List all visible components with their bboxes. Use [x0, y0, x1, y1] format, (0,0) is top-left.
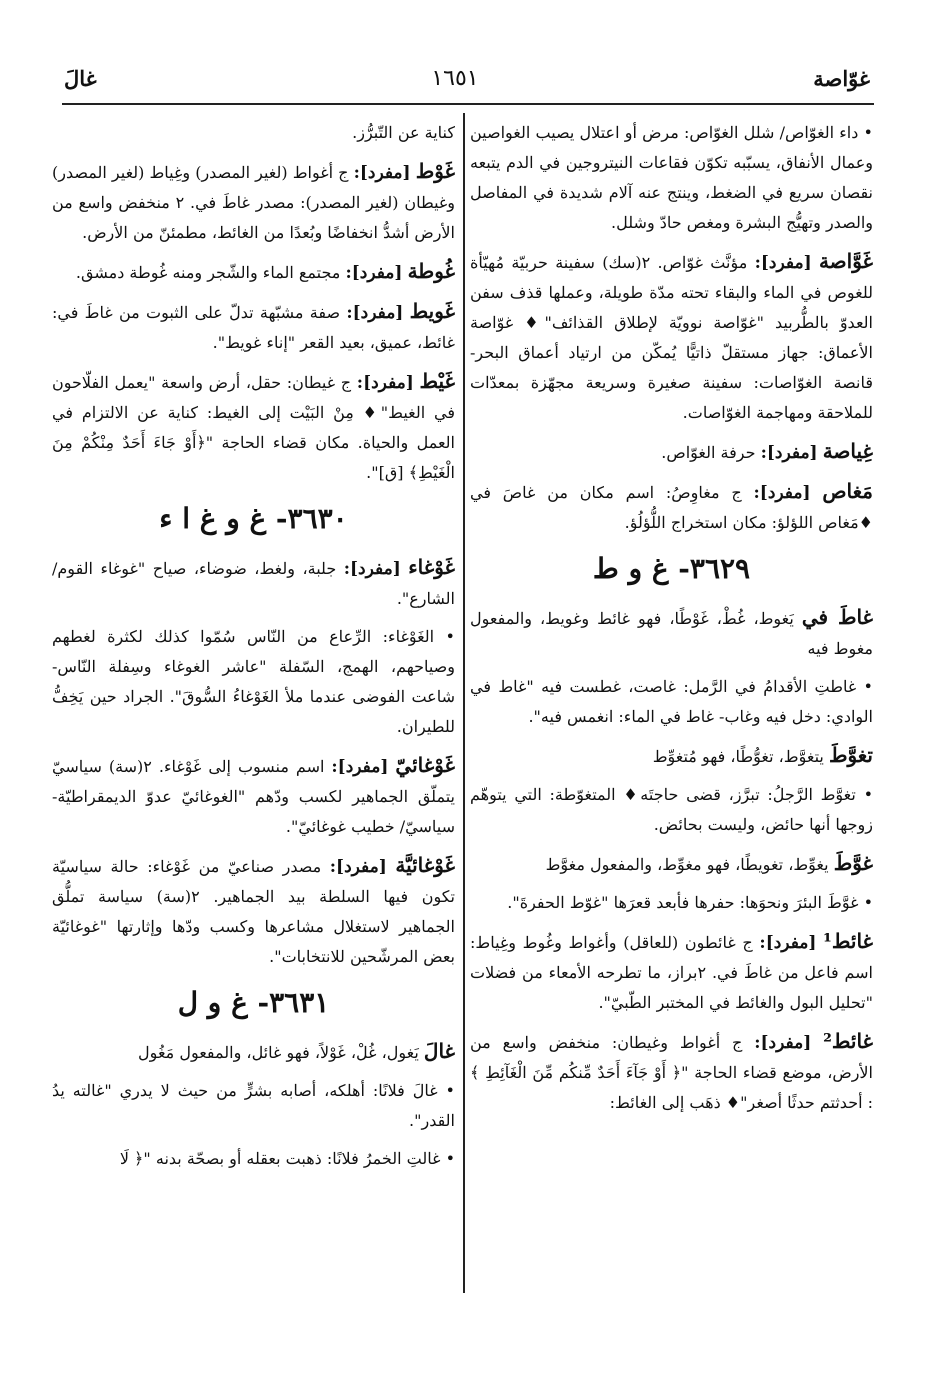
sub-sense: • غاطتِ الأقدامُ في الرَّمل: غاصت، غطست فيه "غاط في الوادي: دخل فيه وغاب- غاط في الماء: انغمس فيه". — [470, 677, 873, 726]
definition: مصدر صناعيّ من غَوْغاء: حالة سياسيّة تكون فيها السلطة بيد الجماهير. ٢(سة) سياسة تملُّق الجماهير لاستغلال مشاعرها وكسب ودّها وإثارتها "غوغائيّة بعض المرشّحين للانتخابات". — [52, 857, 456, 966]
definition: حرفة الغوّاص. — [661, 443, 756, 462]
sub-sense: • غالَ فلانًا: أهلكه، أصابه بشرٍّ من حيث لا يدري "غالته يدُ القدر". — [52, 1081, 455, 1130]
pos-tag: [مفرد]: — [754, 1033, 812, 1053]
definition: ج غائطون (للعاقل) وأغواط وغُوط وغِياط: اسم فاعل من غاطَ في. ٢براز، ما تطرحه الأمعاء من فضلات "تحليل البول والغائط في المختبر الطّبيّ". — [470, 933, 873, 1012]
entry-ghawwasa — [470, 246, 873, 428]
pos-tag: [مفرد]: — [331, 757, 389, 777]
pos-tag: [مفرد]: — [759, 933, 817, 953]
definition: مؤنَّث غوّاص. ٢(سك) سفينة حربيّة مُهيّأة للغوص في الماء والبقاء تحته مدّة طويلة، وعملها قذف سفن العدوّ بالطُّربيد "غوّاصة نوويّة لإطلاق القذائف"♦ غوّاصة الأعماق: جهاز مستقلّ ذاتيًّا يُمكّن من ارتياد أعماق البحر- قانصة الغوّاصات: سفينة صغيرة وسريعة مجهّزة بمعدّات للملاحقة ومهاجمة الغوّاصات. — [470, 253, 873, 422]
headword: غَوْغائيّ — [395, 753, 456, 777]
definition: يتغوَّط، تغوُّطًا، فهو مُتغوِّط — [652, 747, 824, 766]
definition: يَغول، غُلْ، غَوْلاً، فهو غائل، والمفعول مَغُول — [138, 1043, 419, 1062]
headword: غوَّطَ — [833, 851, 873, 875]
entry-ghawit — [52, 296, 455, 358]
page-number: ١٦٥١ — [431, 65, 479, 91]
left-column — [52, 118, 455, 1182]
headword: تغوَّطَ — [828, 743, 873, 767]
headword: غَوْغائيَّة — [395, 853, 456, 877]
headword: غائط¹ — [823, 929, 874, 953]
root-section-title: ٣٦٢٩- غ و ط — [592, 552, 751, 585]
entry-taghawwata — [470, 740, 873, 772]
entry-ghiyasa — [470, 436, 873, 468]
definition: ج أغواط (لغير المصدر) وغِياط (لغير المصدر) وغيطان (لغير المصدر): مصدر غاطَ في. ٢ منخفض واسع من الأرض أشدُّ انخفاضًا وبُعدًا من الغائط، مطمئنّ من الأرض. — [52, 163, 456, 242]
definition: يَغوط، غُطْ، غَوْطًا، فهو غائط وغويط، والمفعول مغوط فيه — [470, 609, 873, 658]
definition: اسم منسوب إلى غَوْغاء. ٢(سة) سياسيّ يتملّق الجماهير لكسب ودّهم "الغوغائيّ عدوّ الديمقراطيّة- سياسيّ/ خطيب غوغائيّ". — [52, 757, 455, 836]
entry-maghas — [470, 476, 873, 538]
header-first-word: غوّاصة — [813, 65, 870, 91]
pos-tag: [مفرد]: — [353, 163, 411, 183]
definition: صفة مشبّهة تدلّ على الثبوت من غاطَ في: غائط، عميق، بعيد القعر "إناء غويط". — [52, 303, 455, 352]
continuation-text: كناية عن التّبرُّز. — [352, 123, 455, 142]
sub-sense: • الغَوْغاء: الرِّعاع من النّاس سُمّوا كذلك لكثرة لغطهم وصياحهم، الهمج، السّفلة "عاشر الغوغاء وسِفلة النّاس- شاعت الفوضى عندما ملأ الغَوْغاءُ السُّوقَ". الجراد حين يَخِفُّ للطيران. — [52, 627, 455, 736]
headword: غِياصة — [822, 439, 873, 463]
header-rule — [62, 103, 874, 105]
sub-sense: • غالتِ الخمرُ فلانًا: ذهبت بعقله أو بصحّة بدنه "﴿ لَا — [119, 1149, 455, 1168]
headword: غَوَّاصة — [818, 249, 873, 273]
headword: مَغاص — [822, 479, 873, 503]
root-section-title: ٣٦٣٠- غ و غ ا ء — [159, 502, 348, 535]
pos-tag: [مفرد]: — [754, 253, 812, 273]
entry-ghawt — [52, 156, 455, 248]
headword: غُوطة — [407, 259, 455, 283]
entry-ghait-2 — [470, 1026, 873, 1118]
sub-sense: • تغوَّط الرَّجلُ: تبرَّز، قضى حاجتَه♦ المتغوّطة: التي يتوهّم زوجها أنها حائض، وليست بحائض. — [470, 785, 873, 834]
entry-ghuta — [52, 256, 455, 288]
pos-tag: [مفرد]: — [760, 443, 818, 463]
headword: غَوْغاء — [408, 555, 456, 579]
pos-tag: [مفرد]: — [753, 483, 811, 503]
entry-daa-alghawwas: • داء الغوّاص/ شلل الغوّاص: مرض أو اعتلال يصيب الغواصين وعمال الأنفاق، يسبّبه تكوّن فقاعات النيتروجين في الدم يتبعه نقصان سريع في الضغط، وينتج عنه آلام شديدة في المفاصل والصدر وتهيُّج البشرة ومغص حادّ وشلل. — [470, 123, 873, 232]
column-divider — [463, 113, 465, 1293]
entry-ghayt — [52, 366, 455, 488]
headword: غَويط — [409, 299, 455, 323]
entry-ghawghai — [52, 750, 455, 842]
definition: ج أغواط وغيطان: منخفض واسع من الأرض، موضع قضاء الحاجة "﴿ أَوْ جَآءَ أَحَدٌ مِّنكُم مِّنَ الْغَآئِطِ ﴾ : أحدثتم حدثًا أصغر"♦ ذهَب إلى الغائط: — [470, 1033, 873, 1112]
pos-tag: [مفرد]: — [346, 303, 404, 323]
pos-tag: [مفرد]: — [345, 263, 403, 283]
headword: غاطَ في — [801, 605, 873, 629]
pos-tag: [مفرد]: — [356, 373, 414, 393]
pos-tag: [مفرد]: — [329, 857, 387, 877]
entry-ghait-1 — [470, 926, 873, 1018]
entry-ghata — [470, 602, 873, 664]
pos-tag: [مفرد]: — [343, 559, 401, 579]
entry-ghawgha — [52, 552, 455, 614]
headword: غَيْط — [419, 369, 455, 393]
headword: غالَ — [423, 1039, 455, 1063]
definition: جلبة، ولغط، ضوضاء، صياح "غوغاء القوم/ الشارع". — [52, 559, 455, 608]
definition: يغوِّط، تغويطًا، فهو مغوِّط، والمفعول مغوَّط — [545, 855, 829, 874]
root-section-title: ٣٦٣١- غ و ل — [177, 986, 330, 1019]
sub-sense: • غوَّطَ البئرَ ونحوَها: حفرها فأبعد قعرَها "غوّط الحفرةَ". — [507, 893, 873, 912]
entry-ghala — [52, 1036, 455, 1068]
entry-ghawwata — [470, 848, 873, 880]
definition: ج مغاوِصُ: اسم مكان من غاصَ في ♦مَغاص اللؤلؤ: مكان استخراج اللُّؤلُؤ. — [470, 483, 873, 532]
definition: مجتمع الماء والشّجر ومنه غُوطة دمشق. — [75, 263, 341, 282]
definition: ج غيطان: حقل، أرض واسعة "يعمل الفلّاحون في الغيط"♦ مِنْ البَيْت إلى الغيط: كناية عن الالتزام في العمل والحياة. مكان قضاء الحاجة "﴿أَوْ جَاءَ أَحَدٌ مِنْكُمْ مِنَ الْغَيْطِ﴾ [ق]". — [52, 373, 455, 482]
right-column — [470, 118, 873, 1126]
headword: غَوْط — [415, 159, 455, 183]
page-header — [64, 58, 870, 98]
entry-ghawghaiyya — [52, 850, 455, 972]
headword: غائط² — [823, 1029, 873, 1053]
header-last-word: غالَ — [64, 65, 97, 91]
